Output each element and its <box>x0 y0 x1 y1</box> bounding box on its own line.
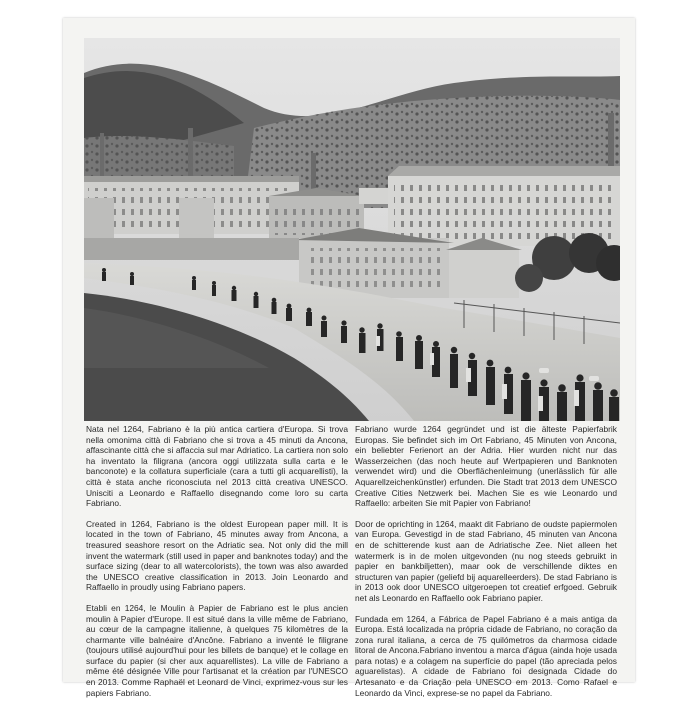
historic-mill-photo-illustration <box>84 38 620 421</box>
text-column-left <box>86 424 348 708</box>
paragraph-german: Fabriano wurde 1264 gegründet und ist die älteste Papierfabrik Europas. Sie befindet sich im Ort Fabriano, 45 Minuten von Ancona, ein beliebter Ferienort an der Adria. Hier wurden nicht nur das Wasserzeichen (das noch heute auf Wertpapieren und Banknoten verwendet wird) und die Oberflächenleimung (unerlässlich für alle Aquarellzeichenkünstler) erfunden. Die Stadt trat 2013 dem UNESCO Creative Cities Netzwerk bei. Machen Sie es wie Leonardo und Raffaello: arbeiten Sie mit Papier von Fabriano! <box>355 424 617 509</box>
paragraph-english: Created in 1264, Fabriano is the oldest European paper mill. It is located in the town of Fabriano, 45 minutes away from Ancona, a treasured seashore resort on the Adriatic sea. Not only did the mill invent the watermark (still used in paper and banknotes today) and the surface sizing (dear to all watercolorists), the town was also awarded the UNESCO creative classification in 2013. Join Leonardo and Raffaello in proudly using Fabriano papers. <box>86 518 348 593</box>
text-column-right <box>355 424 617 708</box>
brochure-page <box>63 18 635 698</box>
paragraph-italian: Nata nel 1264, Fabriano è la più antica cartiera d'Europa. Si trova nella omonima città di Fabriano che si trova a 45 minuti da Ancona, affascinante città che si affaccia sul mar Adriatico. La cartiera non solo ha inventato la filigrana (ancora oggi utilizzata sulla carta e le banconote) e la collatura superficiale (cara a tutti gli acquarellisti), la città è stata anche riconosciuta nel 2013 città creativa UNESCO. Unisciti a Leonardo e Raffaello disegnando come loro su carta Fabriano. <box>86 424 348 509</box>
historic-mill-photo <box>84 38 620 421</box>
paragraph-portuguese: Fundada em 1264, a Fábrica de Papel Fabriano é a mais antiga da Europa. Está localizada na própria cidade de Fabriano, no coração da zona rural italiana, a cerca de 75 quilómetros da charmosa cidade litoral de Ancona.Fabriano inventou a marca d'água (ainda hoje usada para notas) e a colagem na superfície do papel (tão apreciada pelos aguarelistas). A cidade de Fabriano foi designada Cidade do Artesanato e da Criação pela UNESCO em 2013. Como Rafael e Leonardo da Vinci, exprese-se no papel da Fabriano. <box>355 613 617 698</box>
paragraph-french: Etabli en 1264, le Moulin à Papier de Fabriano est le plus ancien moulin à Papier d'Europe. Il est situé dans la ville même de Fabriano, au cœur de la campagne italienne, à quelques 75 kilomètres de la charmante ville balnéaire d'Ancône. Fabriano a inventé le filigrane (toujours utilisé aujourd'hui pour les billets de banque) et le collage en surface du papier (si cher aux aquarellistes). La ville de Fabriano a même été désignée Ville pour l'artisanat et la création par l'UNESCO en 2013. Comme Raphaël et Leonard de Vinci, exprimez-vous sur les papiers Fabriano. <box>86 602 348 698</box>
paragraph-dutch: Door de oprichting in 1264, maakt dit Fabriano de oudste papiermolen van Europa. Gevestigd in de stad Fabriano, 45 minuten van Ancona en de schitterende kust aan de Adriatische Zee. Niet alleen het watermerk is in de molen uitgevonden (nu nog steeds gebruikt in papier en bankbiljetten), maar ook de verschillende diktes en structuren van papier (geliefd bij aquarelleerders). De stad Fabriano is in 2013 ook door UNESCO uitgeroepen tot creatief erfgoed. Gebruik net als Leonardo en Raffaello ook Fabriano papier. <box>355 518 617 603</box>
